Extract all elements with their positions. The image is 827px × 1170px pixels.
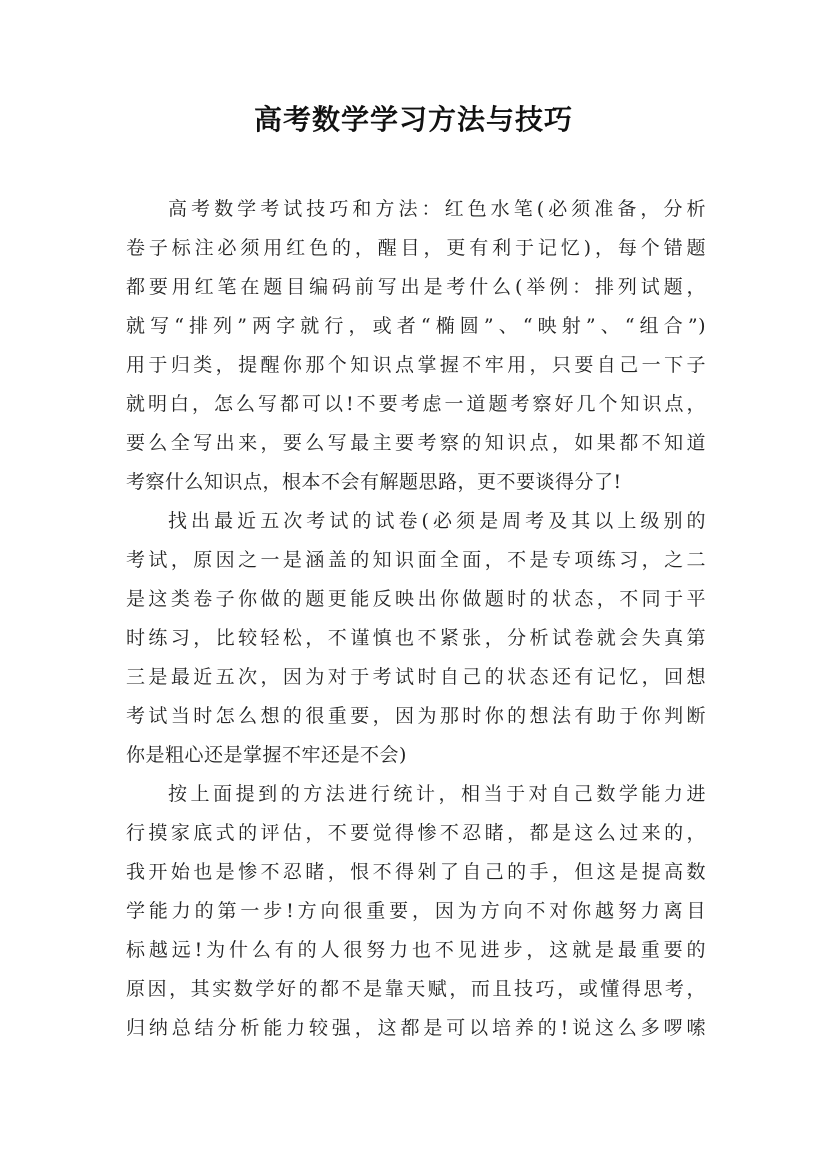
paragraph-2 [126,502,706,775]
paragraph-3 [126,775,706,1048]
text-line: 考试当时怎么想的很重要，因为那时你的想法有助于你判断 [126,705,706,727]
text-line: 我开始也是惨不忍睹，恨不得剁了自己的手，但这是提高数 [126,861,706,883]
text-line: 按上面提到的方法进行统计，相当于对自己数学能力进 [168,783,706,805]
text-line: 归纳总结分析能力较强，这都是可以培养的!说这么多啰嗦 [126,1017,706,1039]
text-line: 高考数学考试技巧和方法：红色水笔(必须准备，分析 [168,198,706,220]
text-line: 卷子标注必须用红色的，醒目，更有利于记忆)，每个错题 [126,237,706,259]
text-line: 你是粗心还是掌握不牢还是不会) [126,744,407,766]
text-line: 考察什么知识点，根本不会有解题思路，更不要谈得分了! [126,471,622,493]
text-line: 就明白，怎么写都可以!不要考虑一道题考察好几个知识点， [126,393,706,415]
text-line: 标越远!为什么有的人很努力也不见进步，这就是最重要的 [126,939,706,961]
paragraph-1 [126,190,706,502]
text-line: 三是最近五次，因为对于考试时自己的状态还有记忆，回想 [126,666,706,688]
text-line: 都要用红笔在题目编码前写出是考什么(举例：排列试题， [126,276,706,298]
text-line: 学能力的第一步!方向很重要，因为方向不对你越努力离目 [126,900,706,922]
text-line: 找出最近五次考试的试卷(必须是周考及其以上级别的 [168,510,706,532]
text-line: 是这类卷子你做的题更能反映出你做题时的状态，不同于平 [126,588,706,610]
document-body [126,190,706,1048]
text-line: 原因，其实数学好的都不是靠天赋，而且技巧，或懂得思考， [126,978,706,1000]
text-line: 行摸家底式的评估，不要觉得惨不忍睹，都是这么过来的， [126,822,706,844]
text-line: 用于归类，提醒你那个知识点掌握不牢用，只要自己一下子 [126,354,706,376]
document-title: 高考数学学习方法与技巧 [253,103,573,136]
text-line: 考试，原因之一是涵盖的知识面全面，不是专项练习，之二 [126,549,706,571]
text-line: 就写“排列”两字就行，或者“椭圆”、“映射”、“组合”) [126,315,706,337]
text-line: 时练习，比较轻松，不谨慎也不紧张，分析试卷就会失真第 [126,627,706,649]
text-line: 要么全写出来，要么写最主要考察的知识点，如果都不知道 [126,432,706,454]
